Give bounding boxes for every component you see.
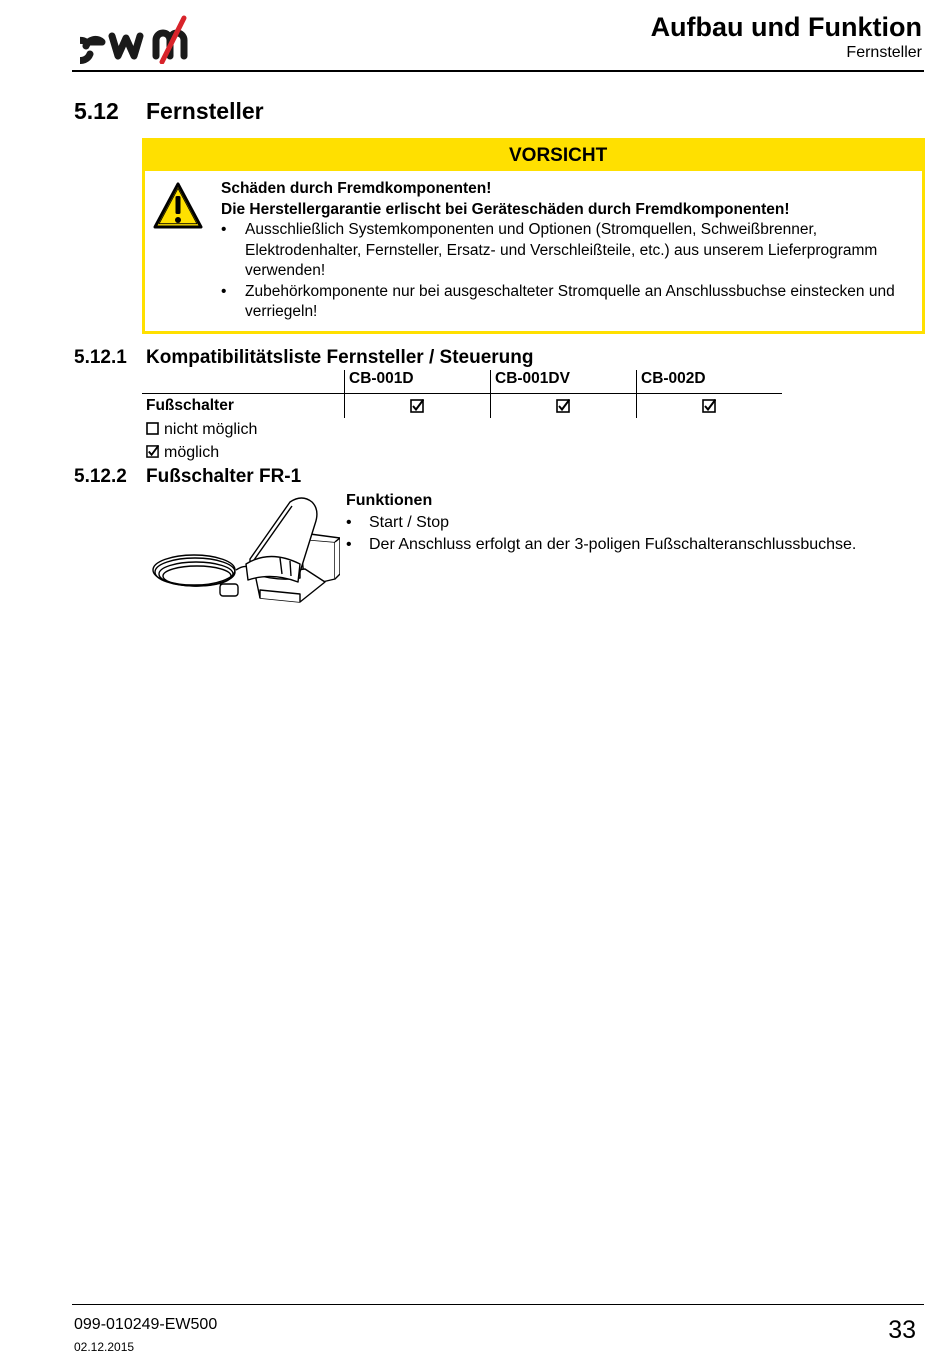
caution-line-1: Schäden durch Fremdkomponenten! — [221, 180, 492, 197]
column-divider — [344, 370, 345, 418]
column-header: CB-002D — [641, 370, 706, 387]
section-title: Fernsteller — [146, 98, 264, 124]
functions-list — [346, 512, 856, 556]
legend-label: möglich — [164, 444, 220, 461]
checked-box-icon — [410, 399, 424, 413]
function-item: • Der Anschluss erfolgt an der 3-poligen Fußschalteranschlussbuchse. — [346, 534, 856, 556]
caution-line-2: Die Herstellergarantie erlischt bei Geräteschäden durch Fremdkomponenten! — [221, 200, 790, 218]
caution-list — [221, 220, 911, 323]
caution-box — [142, 138, 925, 334]
checked-box-icon — [146, 445, 159, 458]
header-divider — [72, 70, 924, 72]
legend-label: nicht möglich — [164, 421, 258, 438]
legend-not-possible — [146, 421, 257, 439]
document-date: 02.12.2015 — [74, 1340, 135, 1354]
column-divider — [490, 370, 491, 418]
empty-box-icon — [146, 422, 159, 435]
subsection-number-compat: 5.12.1 — [74, 347, 127, 368]
column-header: CB-001DV — [495, 370, 570, 387]
ewm-logo — [80, 14, 215, 64]
caution-label: VORSICHT — [509, 145, 608, 166]
caution-item: • Ausschließlich Systemkomponenten und Optionen (Stromquellen, Schweißbrenner, Elektrodenhalter, Fernsteller, Ersatz- und Verschleißteile, etc.) aus unserem Lieferprogramm verwenden! — [221, 220, 911, 282]
column-header: CB-001D — [349, 370, 414, 387]
caution-text — [221, 179, 911, 323]
foot-pedal-illustration — [150, 494, 340, 609]
document-number: 099-010249-EW500 — [74, 1316, 218, 1333]
section-number: 5.12 — [74, 98, 119, 124]
header-subtitle: Fernsteller — [846, 44, 922, 61]
caution-item: • Zubehörkomponente nur bei ausgeschalteter Stromquelle an Anschlussbuchse einstecken und verriegeln! — [221, 282, 911, 323]
subsection-title-footswitch: Fußschalter FR-1 — [146, 466, 302, 487]
caution-header — [145, 141, 922, 171]
legend-possible — [146, 444, 219, 462]
subsection-title-compat: Kompatibilitätsliste Fernsteller / Steuerung — [146, 347, 534, 368]
page-number: 33 — [888, 1316, 916, 1344]
function-item: • Start / Stop — [346, 512, 856, 534]
checked-box-icon — [556, 399, 570, 413]
functions-title: Funktionen — [346, 492, 433, 509]
checked-box-icon — [702, 399, 716, 413]
header-title: Aufbau und Funktion — [650, 12, 922, 42]
subsection-number-footswitch: 5.12.2 — [74, 466, 127, 487]
column-divider — [636, 370, 637, 418]
footer-divider — [72, 1304, 924, 1305]
warning-triangle-icon — [153, 181, 203, 231]
table-header-divider — [142, 393, 782, 394]
table-row-label: Fußschalter — [146, 397, 234, 414]
